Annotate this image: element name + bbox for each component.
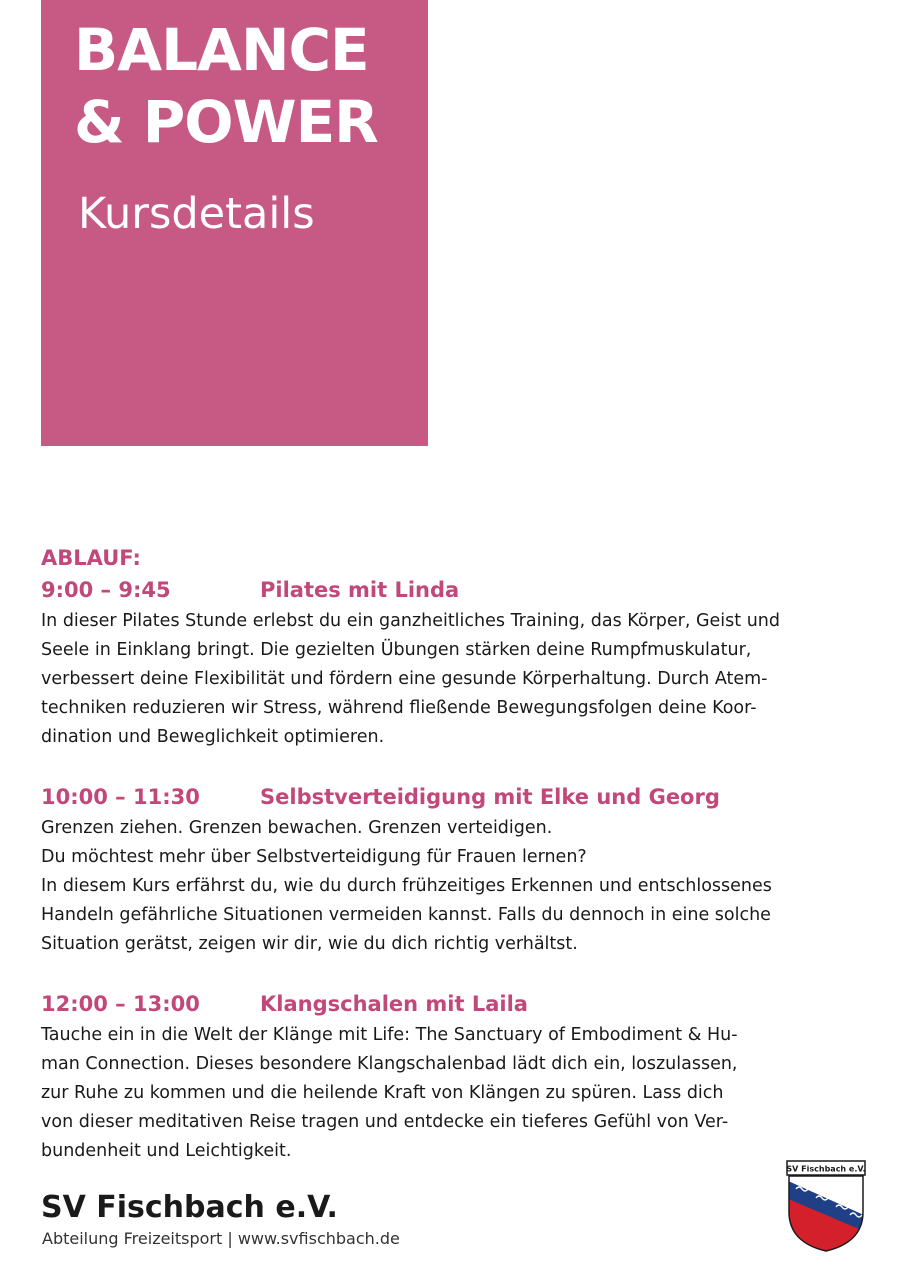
session-sound-bowls <box>41 987 871 1166</box>
hero-title-line-2: & POWER <box>74 88 378 156</box>
description-line: Grenzen ziehen. Grenzen bewachen. Grenzen verteidigen. <box>41 818 553 838</box>
crest-label: SV Fischbach e.V. <box>786 1164 866 1174</box>
session-description <box>41 607 871 752</box>
session-heading <box>41 987 871 1021</box>
description-line: techniken reduzieren wir Stress, während fließende Bewegungsfolgen deine Koor- <box>41 698 757 718</box>
schedule-section <box>41 543 871 1166</box>
description-line: Handeln gefährliche Situationen vermeiden kannst. Falls du dennoch in eine solche <box>41 905 771 925</box>
description-line: bundenheit und Leichtigkeit. <box>41 1141 292 1161</box>
session-heading <box>41 573 871 607</box>
session-self-defense <box>41 780 871 959</box>
org-name: SV Fischbach e.V. <box>41 1190 338 1225</box>
session-title: Pilates mit Linda <box>260 578 460 602</box>
session-time: 12:00 – 13:00 <box>41 992 200 1016</box>
session-time: 10:00 – 11:30 <box>41 785 200 809</box>
session-description <box>41 1021 871 1166</box>
org-subline: Abteilung Freizeitsport | www.svfischbach.de <box>42 1229 400 1248</box>
session-heading <box>41 780 871 814</box>
description-line: man Connection. Dieses besondere Klangschalenbad lädt dich ein, loszulassen, <box>41 1054 738 1074</box>
description-line: Situation gerätst, zeigen wir dir, wie du dich richtig verhältst. <box>41 934 578 954</box>
session-title: Selbstverteidigung mit Elke und Georg <box>260 785 720 809</box>
hero-title <box>74 14 378 158</box>
club-crest-icon <box>786 1160 866 1252</box>
description-line: dination und Beweglichkeit optimieren. <box>41 727 385 747</box>
description-line: Tauche ein in die Welt der Klänge mit Life: The Sanctuary of Embodiment & Hu- <box>41 1025 738 1045</box>
schedule-label: ABLAUF: <box>41 546 141 570</box>
description-line: Du möchtest mehr über Selbstverteidigung für Frauen lernen? <box>41 847 587 867</box>
description-line: In dieser Pilates Stunde erlebst du ein ganzheitliches Training, das Körper, Geist und <box>41 611 780 631</box>
session-title: Klangschalen mit Laila <box>260 992 528 1016</box>
session-time: 9:00 – 9:45 <box>41 578 171 602</box>
session-pilates <box>41 573 871 752</box>
description-line: Seele in Einklang bringt. Die gezielten Übungen stärken deine Rumpfmuskulatur, <box>41 640 752 660</box>
session-description <box>41 814 871 959</box>
hero-banner <box>41 0 428 446</box>
description-line: In diesem Kurs erfährst du, wie du durch frühzeitiges Erkennen und entschlossenes <box>41 876 772 896</box>
description-line: verbessert deine Flexibilität und fördern eine gesunde Körperhaltung. Durch Atem- <box>41 669 768 689</box>
hero-subtitle: Kursdetails <box>78 189 315 239</box>
hero-title-line-1: BALANCE <box>74 16 369 84</box>
description-line: zur Ruhe zu kommen und die heilende Kraft von Klängen zu spüren. Lass dich <box>41 1083 724 1103</box>
description-line: von dieser meditativen Reise tragen und entdecke ein tieferes Gefühl von Ver- <box>41 1112 729 1132</box>
